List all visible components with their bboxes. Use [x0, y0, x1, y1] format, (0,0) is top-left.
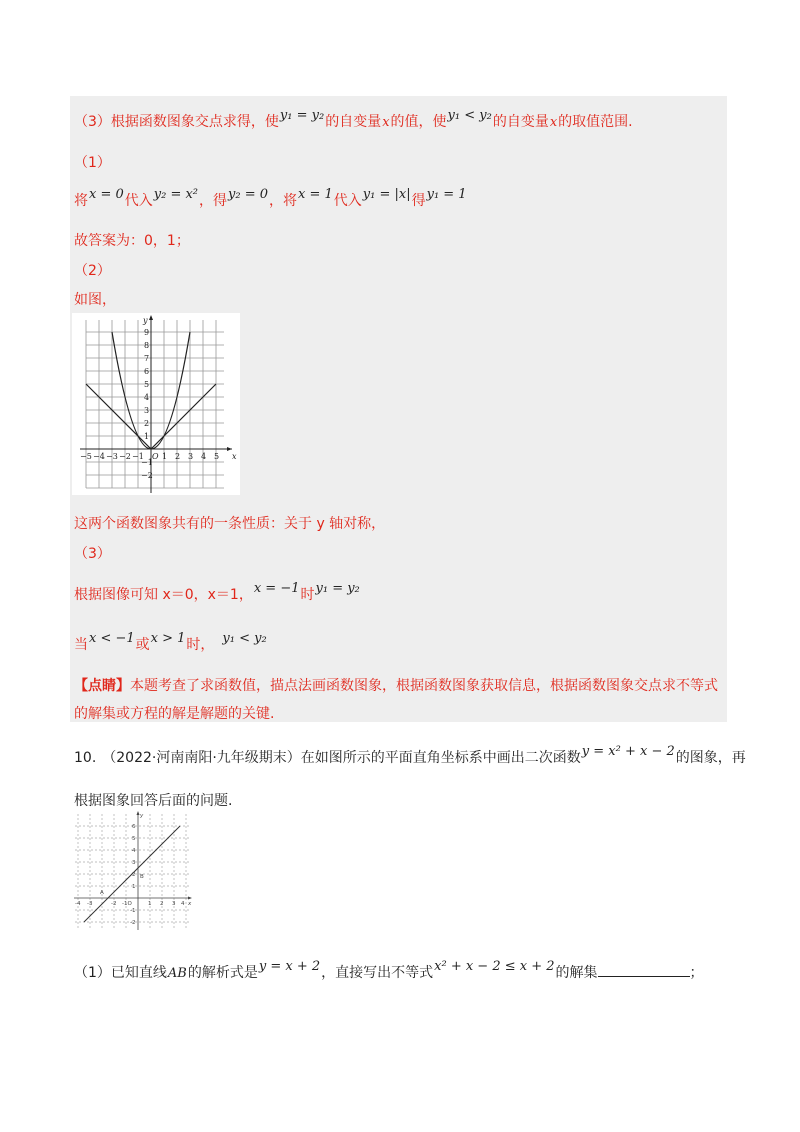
graph1-ytick: 9: [144, 328, 150, 337]
graph-abs-and-parabola: [72, 313, 240, 495]
part3-label: （3）: [74, 546, 111, 562]
graph1-ytick: −2: [141, 471, 153, 480]
question-10-stem-line2: 根据图象回答后面的问题.: [74, 793, 233, 809]
graph2-ytick: 4: [132, 848, 136, 854]
graph1-xtick: 3: [188, 452, 194, 461]
question-10-part1: （1）已知直线AB的解析式是y = x + 2，直接写出不等式x² + x − 2 ≤ x + 2的解集 ；: [74, 959, 704, 981]
graph2-xtick: 1: [148, 901, 152, 907]
graph2-xtick: -4: [75, 901, 81, 907]
part2-text: 如图，: [74, 292, 116, 308]
comment-tag: 【点睛】: [74, 678, 130, 694]
part3-range: 当x < −1或x > 1时， y₁ < y₂: [74, 631, 267, 653]
graph1-xtick: −4: [93, 452, 105, 461]
graph1-xtick: −2: [119, 452, 131, 461]
part3-intro: （3）根据函数图象交点求得，使y₁ = y₂的自变量x的值，使y₁ < y₂的自变量x的取值范围.: [74, 108, 633, 130]
part1-answer: 故答案为：0，1；: [74, 233, 190, 249]
graph1-ytick: −1: [141, 458, 153, 467]
question-number: 10.: [74, 750, 97, 766]
part3-work: 根据图像可知 x＝0，x＝1，x = −1时y₁ = y₂: [74, 581, 360, 603]
graph1-xtick: −3: [106, 452, 118, 461]
graph1-xtick: 2: [175, 452, 181, 461]
graph1-xtick: 1: [162, 452, 168, 461]
graph1-ytick: 5: [144, 380, 150, 389]
graph2-point-a: A: [100, 890, 104, 896]
graph2-xtick: -2: [111, 901, 117, 907]
graph1-ytick: 7: [144, 354, 150, 363]
graph2-ytick: 6: [132, 824, 136, 830]
graph1-xtick: −5: [80, 452, 92, 461]
graph1-ytick: 3: [144, 406, 150, 415]
graph1-y-label: y: [143, 316, 148, 325]
graph2-xtick: -3: [87, 901, 93, 907]
comment-line-2: 的解集或方程的解是解题的关键.: [74, 706, 275, 722]
graph2-ytick: -1: [130, 908, 136, 914]
part1-label: （1）: [74, 155, 111, 171]
graph-line-ab: [71, 810, 195, 932]
comment-line-1: 【点睛】本题考查了求函数值，描点法画函数图象，根据函数图象获取信息，根据函数图象交点求不等式: [74, 678, 718, 694]
graph2-ytick: 5: [132, 836, 136, 842]
graph1-ytick: 2: [144, 419, 150, 428]
graph1-ytick: 8: [144, 341, 150, 350]
part2-label: （2）: [74, 263, 111, 279]
graph2-xtick: 3: [172, 901, 176, 907]
graph1-ytick: 4: [144, 393, 150, 402]
graph1-xtick: 5: [214, 452, 220, 461]
graph2-origin: -1O: [122, 901, 132, 907]
part2-property: 这两个函数图象共有的一条性质：关于 y 轴对称，: [74, 516, 386, 532]
graph1-origin: O: [152, 452, 159, 461]
graph1-ytick: 6: [144, 367, 150, 376]
answer-blank[interactable]: [598, 964, 690, 977]
graph1-ytick: 1: [144, 432, 150, 441]
graph1-xtick: −1: [132, 452, 144, 461]
graph2-y-label: y: [140, 813, 144, 819]
graph2-xtick: 2: [160, 901, 164, 907]
graph1-x-label: x: [232, 452, 237, 461]
graph2-ytick: 3: [132, 860, 136, 866]
part1-work: 将x = 0代入y₂ = x²，得y₂ = 0，将x = 1代入y₁ = |x|得y₁ = 1: [74, 187, 467, 209]
graph2-ytick: 1: [132, 884, 136, 890]
graph2-ytick: -2: [130, 920, 136, 926]
graph1-xtick: 4: [201, 452, 207, 461]
graph2-xtick: 4: [181, 901, 185, 907]
question-10-stem: 10. （2022·河南南阳·九年级期末）在如图所示的平面直角坐标系中画出二次函数y = x² + x − 2的图象，再: [74, 744, 746, 766]
graph2-point-b: B: [140, 874, 144, 880]
graph2-x-label: x: [188, 901, 192, 907]
graph2-ytick: 2: [132, 872, 136, 878]
